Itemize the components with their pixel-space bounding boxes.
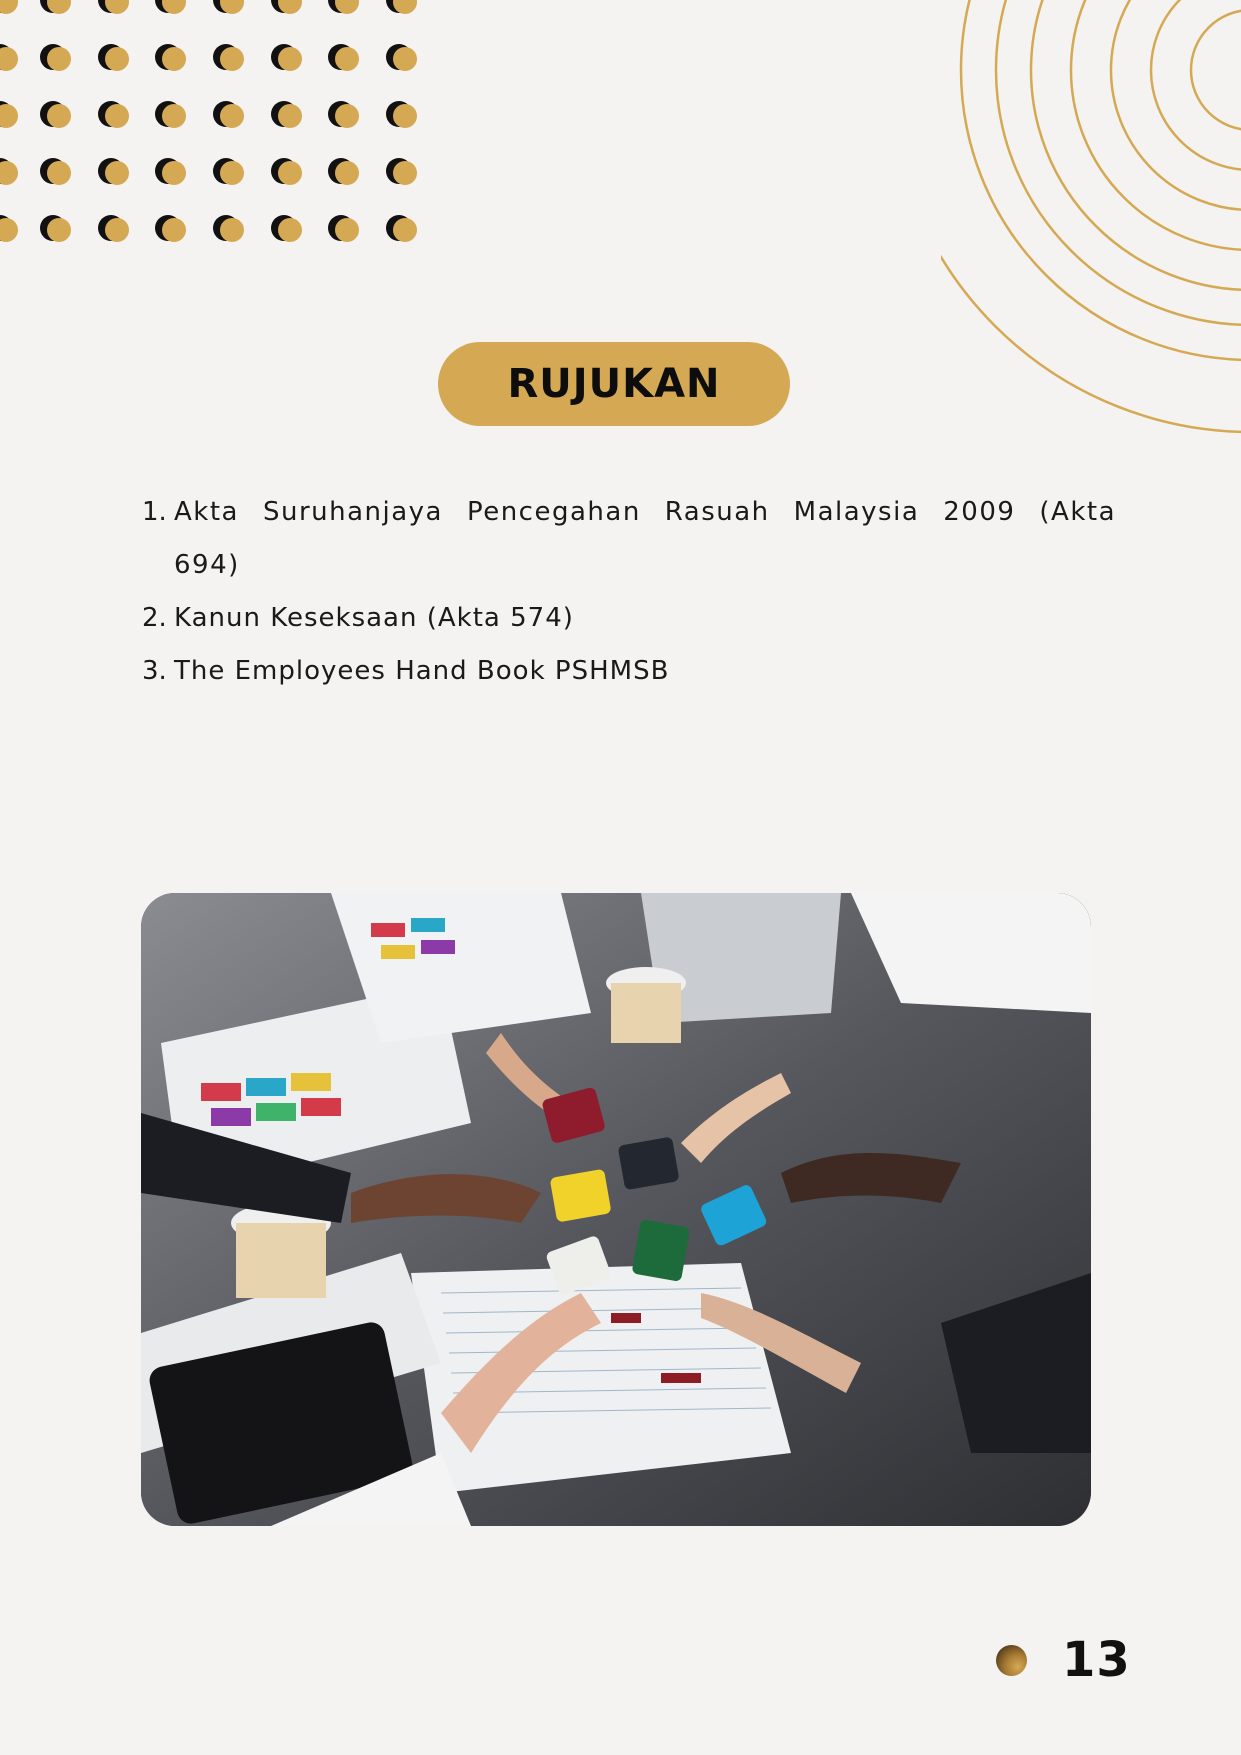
dot-icon — [386, 0, 417, 14]
reference-text: Kanun Keseksaan (Akta 574) — [174, 603, 574, 633]
dot-icon — [271, 158, 302, 185]
team-puzzle-photo — [141, 893, 1091, 1526]
dot-icon — [40, 44, 71, 71]
dot-icon — [328, 44, 359, 71]
dot-icon — [98, 0, 129, 14]
list-item — [142, 592, 1116, 645]
dot-pattern-decoration — [0, 0, 430, 250]
dot-icon — [271, 0, 302, 14]
section-title-badge — [438, 342, 790, 426]
dot-icon — [98, 44, 129, 71]
dot-icon — [271, 44, 302, 71]
dot-icon — [213, 0, 244, 14]
dot-icon — [0, 101, 18, 128]
page-number-dot-icon — [996, 1645, 1027, 1676]
section-title: RUJUKAN — [507, 361, 721, 407]
dot-icon — [98, 101, 129, 128]
dot-icon — [386, 101, 417, 128]
list-number: 3. — [142, 656, 167, 686]
dot-icon — [155, 158, 186, 185]
dot-icon — [98, 158, 129, 185]
reference-list — [142, 486, 1116, 698]
reference-text: The Employees Hand Book PSHMSB — [174, 656, 670, 686]
list-number: 2. — [142, 603, 167, 633]
dot-icon — [271, 101, 302, 128]
list-number: 1. — [142, 497, 167, 527]
concentric-rings-decoration — [941, 0, 1241, 440]
dot-icon — [386, 158, 417, 185]
dot-icon — [155, 44, 186, 71]
dot-icon — [40, 215, 71, 242]
dot-icon — [328, 0, 359, 14]
dot-icon — [0, 44, 18, 71]
dot-icon — [0, 215, 18, 242]
dot-icon — [213, 101, 244, 128]
dot-icon — [386, 44, 417, 71]
dot-icon — [386, 215, 417, 242]
dot-icon — [328, 158, 359, 185]
dot-icon — [213, 158, 244, 185]
dot-icon — [40, 101, 71, 128]
dot-icon — [213, 215, 244, 242]
dot-icon — [328, 101, 359, 128]
page-number: 13 — [1062, 1632, 1131, 1688]
list-item — [142, 486, 1116, 592]
dot-icon — [40, 158, 71, 185]
list-item — [142, 645, 1116, 698]
dot-icon — [271, 215, 302, 242]
reference-text: Akta Suruhanjaya Pencegahan Rasuah Malaysia 2009 (Akta 694) — [174, 497, 1116, 580]
dot-icon — [328, 215, 359, 242]
dot-icon — [213, 44, 244, 71]
dot-icon — [0, 158, 18, 185]
dot-icon — [155, 0, 186, 14]
dot-icon — [0, 0, 18, 14]
dot-icon — [155, 215, 186, 242]
dot-icon — [155, 101, 186, 128]
dot-icon — [98, 215, 129, 242]
dot-icon — [40, 0, 71, 14]
